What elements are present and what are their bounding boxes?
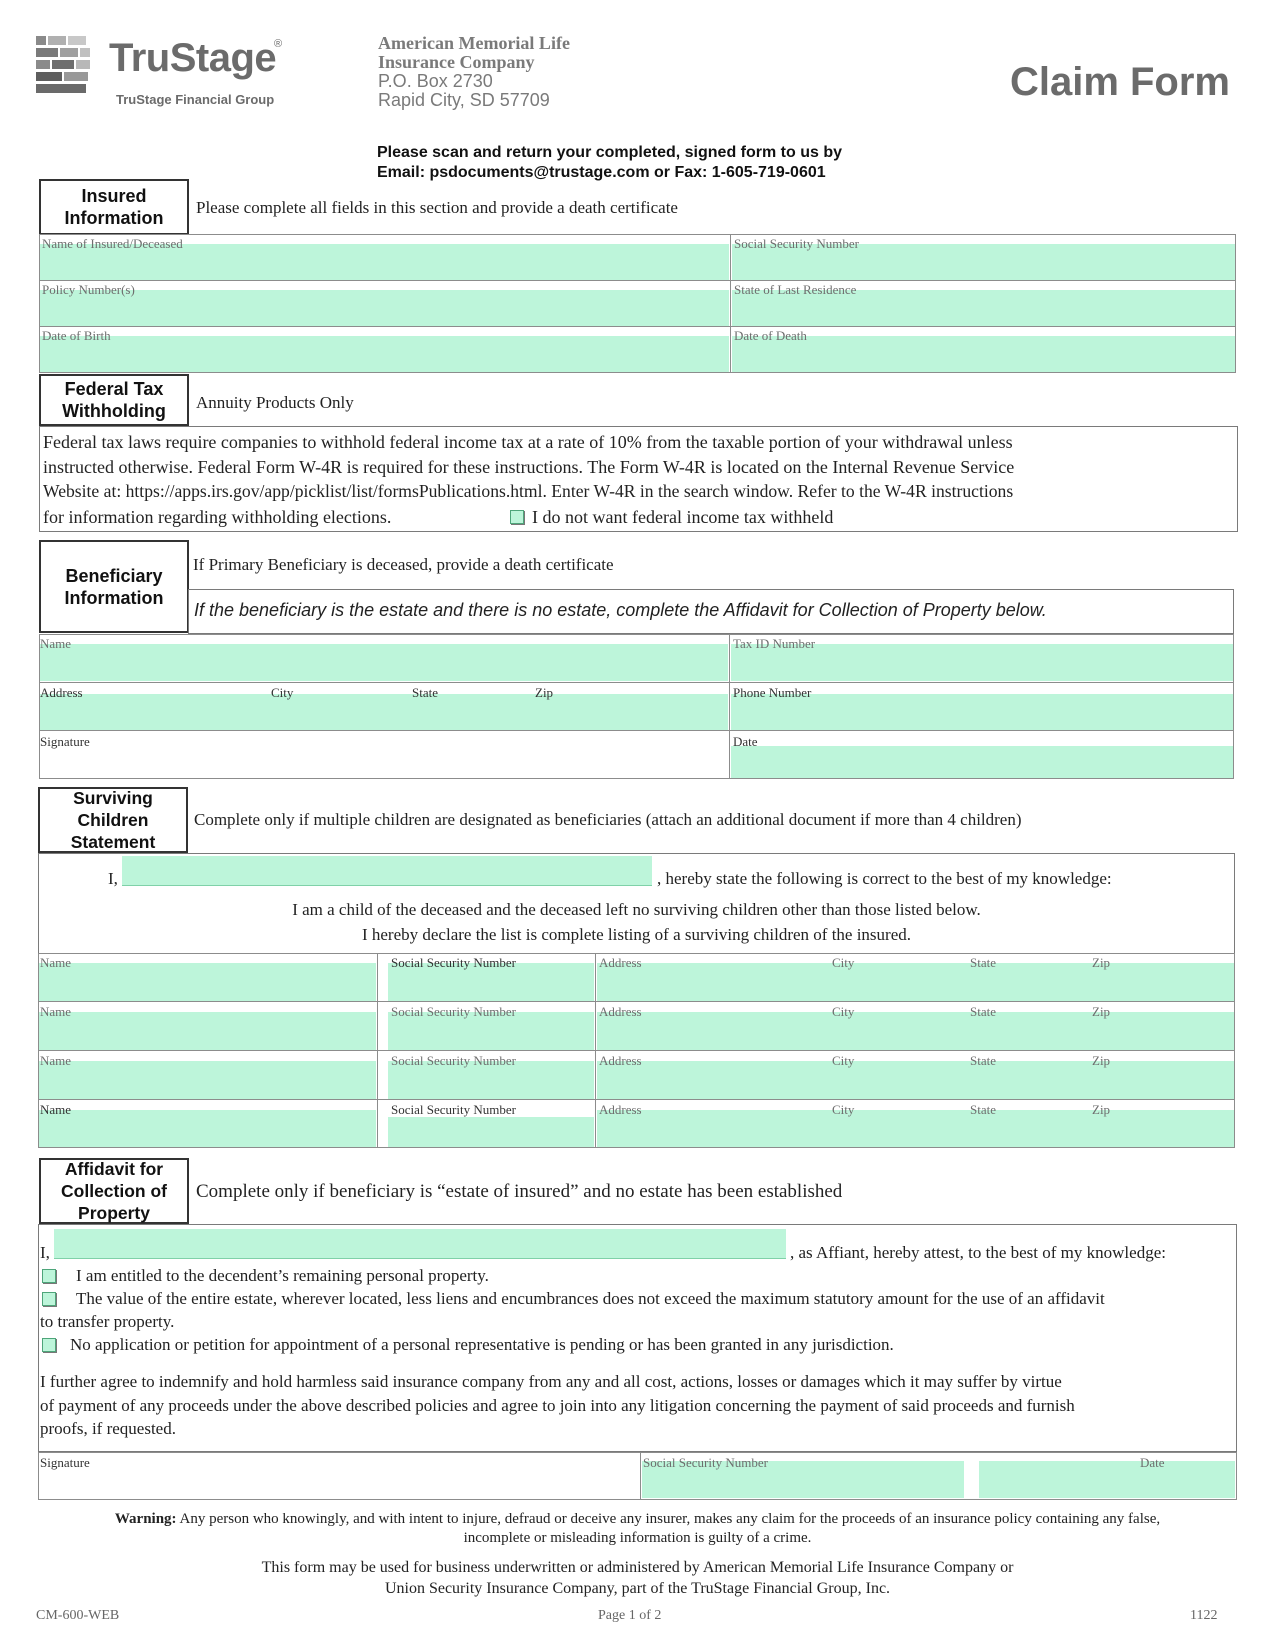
affidavit-ssn-label: Social Security Number	[643, 1455, 768, 1470]
child2-name-field[interactable]	[39, 1012, 376, 1050]
no-withholding-label: I do not want federal income tax withheld	[532, 507, 834, 527]
affidavit-date-label: Date	[1140, 1455, 1165, 1470]
children-declarant-name-field[interactable]	[122, 856, 652, 886]
child1-address-label: Address	[599, 955, 642, 970]
tax-id-label: Tax ID Number	[733, 636, 816, 651]
beneficiary-date-label: Date	[733, 734, 758, 749]
company-address-line1: P.O. Box 2730	[378, 71, 493, 91]
warning-text-cont: incomplete or misleading information is guilty of a crime.	[463, 1530, 812, 1546]
company-name-line2: Insurance Company	[378, 52, 535, 72]
child4-address-field[interactable]	[597, 1110, 1234, 1147]
fraud-warning	[20, 1510, 1255, 1548]
child3-address-label: Address	[599, 1053, 642, 1068]
tax-intro: Annuity Products Only	[196, 393, 354, 412]
child4-city-label: City	[832, 1102, 855, 1117]
affidavit-check2-label-cont: to transfer property.	[40, 1312, 175, 1331]
affiant-name-field[interactable]	[54, 1229, 786, 1259]
logo-subtitle: TruStage Financial Group	[116, 92, 275, 107]
affidavit-para-line2: of payment of any proceeds under the above described policies and agree to join into any litigation concerning the payment of said proceeds and furnish	[40, 1395, 1075, 1415]
beneficiary-signature-label: Signature	[40, 734, 90, 749]
child3-name-field[interactable]	[39, 1061, 376, 1099]
child1-zip-label: Zip	[1092, 955, 1111, 970]
grid-divider	[730, 234, 731, 373]
date-of-death-label: Date of Death	[734, 328, 807, 343]
submit-instructions	[377, 143, 842, 183]
logo-wordmark: TruStage	[109, 36, 277, 80]
form-title: Claim Form	[1009, 60, 1230, 104]
beneficiary-state-label: State	[412, 685, 438, 700]
child3-name-label: Name	[40, 1053, 72, 1068]
affidavit-check1-label: I am entitled to the decendent’s remaining personal property.	[76, 1266, 489, 1285]
insured-name-label: Name of Insured/Deceased	[42, 236, 183, 251]
company-address-line2: Rapid City, SD 57709	[378, 90, 550, 110]
policy-number-field[interactable]	[40, 290, 729, 326]
beneficiary-zip-label: Zip	[535, 685, 554, 700]
children-intro: Complete only if multiple children are designated as beneficiaries (attach an additional document if more than 4 children)	[194, 810, 1022, 829]
tax-line1: Federal tax laws require companies to withhold federal income tax at a rate of 10% from the taxable portion of your withdrawal unless	[43, 432, 1013, 452]
tax-section-heading: Federal Tax Withholding	[39, 374, 189, 426]
grid-divider	[39, 682, 1234, 683]
beneficiary-name-label: Name	[40, 636, 72, 651]
grid-divider	[729, 634, 730, 779]
state-residence-label: State of Last Residence	[734, 282, 857, 297]
company-name-line1: American Memorial Life	[378, 33, 570, 53]
tax-line3: Website at: https://apps.irs.gov/app/picklist/list/formsPublications.html. Enter W-4R in the search window. Refer to the W-4R instructions	[43, 481, 1014, 501]
child1-name-label: Name	[40, 955, 72, 970]
affidavit-para-line3: proofs, if requested.	[40, 1419, 176, 1438]
child1-name-field[interactable]	[39, 963, 376, 1001]
logo	[36, 34, 286, 114]
affidavit-i-label: I,	[40, 1243, 50, 1262]
logo-registered-mark: ®	[274, 38, 283, 50]
company-address	[378, 34, 570, 110]
trustage-logo-mark	[36, 36, 94, 94]
child1-state-label: State	[970, 955, 996, 970]
no-withholding-checkbox[interactable]	[510, 510, 524, 524]
underwriter-note-line2: Union Security Insurance Company, part of the TruStage Financial Group, Inc.	[384, 1580, 891, 1597]
child4-ssn-field[interactable]	[388, 1117, 594, 1147]
affidavit-date-field[interactable]	[979, 1461, 1235, 1498]
grid-divider	[39, 280, 1236, 281]
affidavit-check1-checkbox[interactable]	[42, 1269, 56, 1283]
form-version: 1122	[1190, 1608, 1218, 1623]
affidavit-attest-text: , as Affiant, hereby attest, to the best of my knowledge:	[790, 1243, 1166, 1262]
affidavit-section-heading: Affidavit for Collection of Property	[39, 1158, 189, 1224]
page-number: Page 1 of 2	[598, 1608, 662, 1623]
warning-text: Any person who knowingly, and with intent to injure, defraud or deceive any insurer, makes any claim for the proceeds of an insurance policy containing any false,	[179, 1511, 1161, 1527]
child4-ssn-label: Social Security Number	[391, 1102, 516, 1117]
affidavit-indemnify-paragraph	[40, 1370, 1075, 1441]
warning-bold-label: Warning:	[114, 1511, 177, 1527]
affidavit-check2-checkbox[interactable]	[42, 1292, 56, 1306]
children-declaration-line2: I hereby declare the list is complete listing of a surviving children of the insured.	[361, 925, 912, 944]
child2-address-field[interactable]	[597, 1012, 1234, 1050]
child2-zip-label: Zip	[1092, 1004, 1111, 1019]
child1-ssn-label: Social Security Number	[391, 955, 516, 970]
child3-zip-label: Zip	[1092, 1053, 1111, 1068]
submit-line2: Email: psdocuments@trustage.com or Fax: 1-605-719-0601	[377, 164, 826, 181]
underwriter-note-line1: This form may be used for business underwritten or administered by American Memorial Life Insurance Company or	[261, 1559, 1014, 1576]
child3-ssn-label: Social Security Number	[391, 1053, 516, 1068]
child2-ssn-label: Social Security Number	[391, 1004, 516, 1019]
children-section-heading: Surviving Children Statement	[38, 787, 188, 853]
beneficiary-date-field[interactable]	[731, 746, 1233, 778]
children-statement-text: , hereby state the following is correct to the best of my knowledge:	[657, 869, 1112, 888]
affidavit-check3-checkbox[interactable]	[42, 1338, 56, 1352]
submit-line1: Please scan and return your completed, signed form to us by	[377, 144, 842, 161]
affidavit-signature-label: Signature	[40, 1455, 90, 1470]
grid-divider	[39, 730, 1234, 731]
affidavit-intro: Complete only if beneficiary is “estate of insured” and no estate has been established	[196, 1181, 843, 1202]
affidavit-check2-label: The value of the entire estate, wherever located, less liens and encumbrances does not exceed the maximum statutory amount for the use of an affidavit	[76, 1289, 1105, 1308]
child3-state-label: State	[970, 1053, 996, 1068]
beneficiary-intro: If Primary Beneficiary is deceased, provide a death certificate	[193, 555, 614, 574]
date-of-birth-field[interactable]	[40, 336, 729, 372]
tax-line4: for information regarding withholding elections.	[43, 507, 392, 527]
tax-line2: instructed otherwise. Federal Form W-4R is required for these instructions. The Form W-4R is located on the Internal Revenue Service	[43, 457, 1015, 477]
affidavit-para-line1: I further agree to indemnify and hold harmless said insurance company from any and all cost, actions, losses or damages which it may suffer by virtue	[40, 1372, 1062, 1391]
grid-divider	[640, 1452, 641, 1500]
child2-address-label: Address	[599, 1004, 642, 1019]
child4-address-label: Address	[599, 1102, 642, 1117]
beneficiary-section-heading: Beneficiary Information	[39, 540, 189, 633]
children-declaration-line1: I am a child of the deceased and the deceased left no surviving children other than those listed below.	[292, 900, 981, 919]
affidavit-signature-area[interactable]	[40, 1470, 638, 1498]
child3-city-label: City	[832, 1053, 855, 1068]
child4-zip-label: Zip	[1092, 1102, 1111, 1117]
beneficiary-address-label: Address	[40, 685, 83, 700]
phone-number-label: Phone Number	[733, 685, 812, 700]
children-i-label: I,	[108, 869, 118, 888]
children-declaration-text	[38, 897, 1235, 947]
grid-divider	[38, 1099, 1235, 1100]
child2-name-label: Name	[40, 1004, 72, 1019]
beneficiary-name-field[interactable]	[40, 644, 728, 681]
child2-city-label: City	[832, 1004, 855, 1019]
date-of-death-field[interactable]	[732, 336, 1235, 372]
child2-state-label: State	[970, 1004, 996, 1019]
child1-address-field[interactable]	[597, 963, 1234, 1001]
policy-number-label: Policy Number(s)	[42, 282, 135, 297]
grid-divider	[38, 1050, 1235, 1051]
date-of-birth-label: Date of Birth	[42, 328, 111, 343]
child4-name-label: Name	[40, 1102, 72, 1117]
grid-divider	[38, 1001, 1235, 1002]
child1-city-label: City	[832, 955, 855, 970]
affidavit-check3-label: No application or petition for appointment of a personal representative is pending or has been granted in any jurisdiction.	[70, 1335, 894, 1354]
beneficiary-estate-note: If the beneficiary is the estate and there is no estate, complete the Affidavit for Collection of Property below.	[194, 600, 1047, 620]
underwriter-note	[20, 1557, 1255, 1599]
form-code: CM-600-WEB	[36, 1608, 120, 1623]
insured-intro: Please complete all fields in this section and provide a death certificate	[196, 198, 678, 217]
insured-section-heading: Insured Information	[39, 179, 189, 235]
insured-ssn-label: Social Security Number	[734, 236, 859, 251]
child4-state-label: State	[970, 1102, 996, 1117]
child3-address-field[interactable]	[597, 1061, 1234, 1099]
grid-divider	[39, 326, 1236, 327]
beneficiary-address-field[interactable]	[40, 694, 728, 730]
beneficiary-city-label: City	[271, 685, 294, 700]
child4-name-field[interactable]	[39, 1110, 376, 1147]
beneficiary-signature-area[interactable]	[40, 752, 728, 778]
